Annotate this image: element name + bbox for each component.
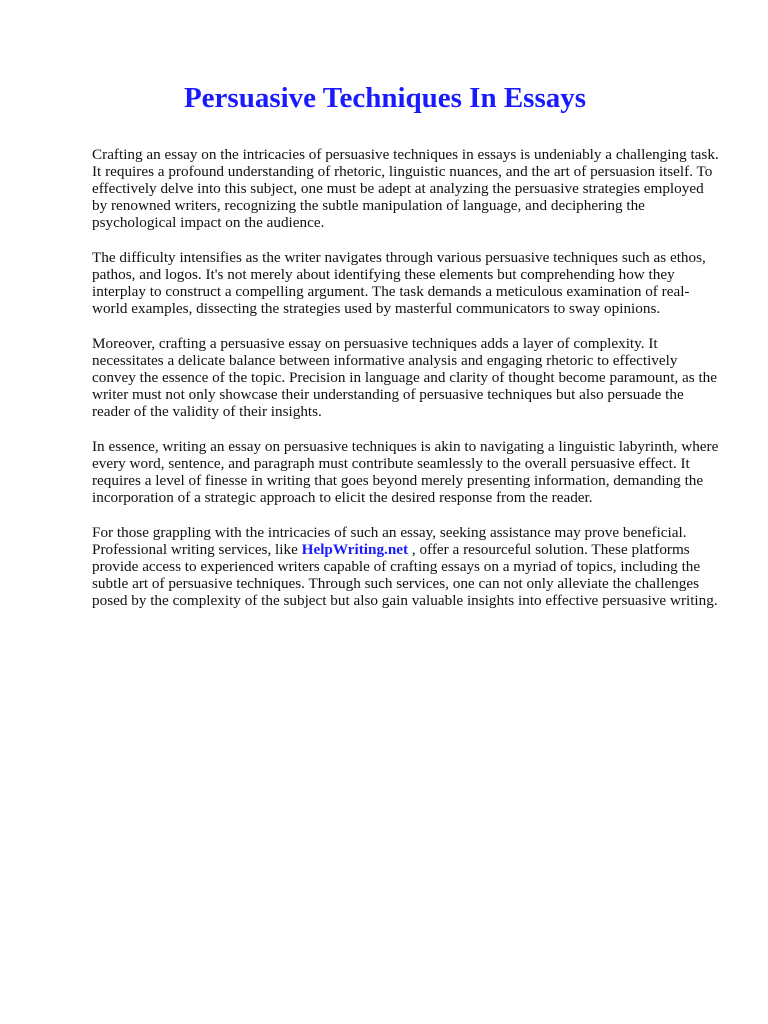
helpwriting-link[interactable]: HelpWriting.net [301, 541, 409, 558]
paragraph-4: In essence, writing an essay on persuasive techniques is akin to navigating a linguistic labyrinth, where every word, sentence, and paragraph must contribute seamlessly to the overall persuasive effect. It requires a level of finesse in writing that goes beyond merely presenting information, demanding the incorporation of a strategic approach to elicit the desired response from the reader. [92, 438, 719, 506]
document-title: Persuasive Techniques In Essays [183, 82, 587, 114]
paragraph-2: The difficulty intensifies as the writer navigates through various persuasive techniques such as ethos, pathos, and logos. It's not merely about identifying these elements but comprehending how they interplay to construct a compelling argument. The task demands a meticulous examination of real-world examples, dissecting the strategies used by masterful communicators to sway opinions. [92, 249, 706, 317]
paragraph-5-before-link: For those grappling with the intricacies of such an essay, seeking assistance may prove beneficial. Professional writing services, like [92, 524, 687, 558]
paragraph-5 [92, 524, 720, 609]
paragraph-5-after-link: , offer a resourceful solution. These platforms provide access to experienced writers capable of crafting essays on a myriad of topics, including the subtle art of persuasive techniques. Through such services, one can not only alleviate the challenges posed by the complexity of the subject but also gain valuable insights into effective persuasive writing. [92, 541, 718, 609]
paragraph-3: Moreover, crafting a persuasive essay on persuasive techniques adds a layer of complexity. It necessitates a delicate balance between informative analysis and engaging rhetoric to effectively convey the essence of the topic. Precision in language and clarity of thought become paramount, as the writer must not only showcase their understanding of persuasive techniques but also persuade the reader of the validity of their insights. [92, 335, 718, 420]
paragraph-1: Crafting an essay on the intricacies of persuasive techniques in essays is undeniably a challenging task. It requires a profound understanding of rhetoric, linguistic nuances, and the art of persuasion itself. To effectively delve into this subject, one must be adept at analyzing the persuasive strategies employed by renowned writers, recognizing the subtle manipulation of language, and deciphering the psychological impact on the audience. [92, 146, 719, 231]
